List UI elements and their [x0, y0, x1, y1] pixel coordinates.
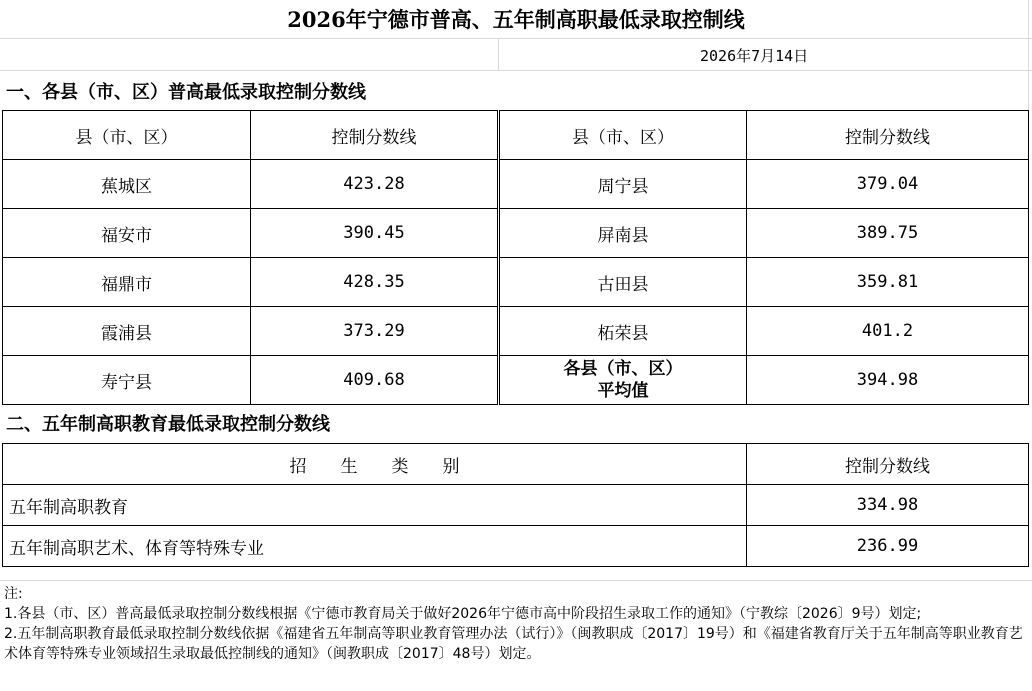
- header-score: 控制分数线: [251, 111, 499, 160]
- score-value: 359.81: [747, 258, 1029, 307]
- vocational-score-table: [2, 443, 1029, 567]
- table-row: [3, 258, 1029, 307]
- notes-label: 注:: [4, 586, 23, 602]
- score-value: 236.99: [747, 526, 1029, 567]
- county-name: 霞浦县: [3, 307, 251, 356]
- county-name: 蕉城区: [3, 160, 251, 209]
- header-score: 控制分数线: [747, 111, 1029, 160]
- county-name: 福鼎市: [3, 258, 251, 307]
- county-name: 屏南县: [499, 209, 747, 258]
- table-row: [3, 356, 1029, 405]
- score-value: 373.29: [251, 307, 499, 356]
- county-name: 柘荣县: [499, 307, 747, 356]
- table-row: [3, 307, 1029, 356]
- average-label: [499, 356, 747, 405]
- notes: [4, 584, 1024, 664]
- county-name: 寿宁县: [3, 356, 251, 405]
- grid-line: [0, 38, 1032, 39]
- average-score-value: 394.98: [747, 356, 1029, 405]
- table-header-row: [3, 444, 1029, 485]
- document-title: 2026年宁德市普高、五年制高职最低录取控制线: [287, 7, 745, 32]
- note-item: 1.各县（市、区）普高最低录取控制分数线根据《宁德市教育局关于做好2026年宁德市高中阶段招生录取工作的通知》（宁教综〔2026〕9号）划定;: [4, 606, 922, 622]
- score-value: 390.45: [251, 209, 499, 258]
- score-value: 379.04: [747, 160, 1029, 209]
- table-row: [3, 209, 1029, 258]
- score-value: 401.2: [747, 307, 1029, 356]
- score-value: 409.68: [251, 356, 499, 405]
- category-name: 五年制高职教育: [3, 485, 747, 526]
- header-county: 县（市、区）: [3, 111, 251, 160]
- section-2-heading: 二、五年制高职教育最低录取控制分数线: [6, 414, 330, 435]
- county-score-table: [2, 110, 1029, 405]
- average-label-line-1: 各县（市、区）: [563, 359, 683, 379]
- score-value: 389.75: [747, 209, 1029, 258]
- county-name: 古田县: [499, 258, 747, 307]
- table-row: [3, 160, 1029, 209]
- grid-line: [498, 38, 499, 70]
- note-item: 2.五年制高职教育最低录取控制分数线依据《福建省五年制高等职业教育管理办法（试行）》（闽教职成〔2017〕19号）和《福建省教育厅关于五年制高等职业教育艺术体育等特殊专业领域招生录取最低控制线的通知》（闽教职成〔2017〕48号）划定。: [4, 626, 1023, 662]
- grid-line: [0, 70, 1032, 71]
- document-date: 2026年7月14日: [700, 47, 809, 65]
- table-header-row: [3, 111, 1029, 160]
- score-value: 423.28: [251, 160, 499, 209]
- county-name: 周宁县: [499, 160, 747, 209]
- score-value: 428.35: [251, 258, 499, 307]
- section-1-heading: 一、各县（市、区）普高最低录取控制分数线: [6, 82, 366, 103]
- header-county: 县（市、区）: [499, 111, 747, 160]
- county-name: 福安市: [3, 209, 251, 258]
- score-value: 334.98: [747, 485, 1029, 526]
- grid-line: [0, 580, 1032, 581]
- header-category: 招 生 类 别: [3, 444, 747, 485]
- average-label-line-2: 平均值: [597, 381, 649, 401]
- table-row: [3, 485, 1029, 526]
- table-row: [3, 526, 1029, 567]
- header-score: 控制分数线: [747, 444, 1029, 485]
- category-name: 五年制高职艺术、体育等特殊专业: [3, 526, 747, 567]
